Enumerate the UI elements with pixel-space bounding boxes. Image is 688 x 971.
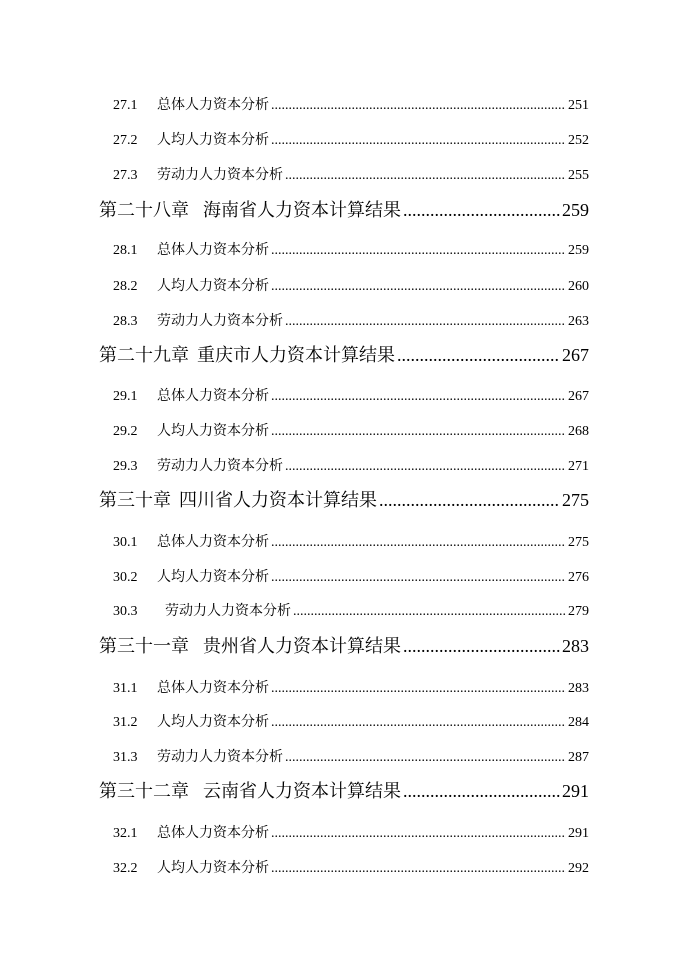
chapter-label: 第二十八章	[99, 200, 189, 221]
section-number: 30.3	[113, 604, 138, 619]
dot-leader	[285, 748, 566, 768]
dot-leader	[271, 277, 566, 297]
toc-section-entry[interactable]	[113, 165, 589, 185]
dot-leader	[271, 96, 566, 116]
toc-section-entry[interactable]	[113, 130, 589, 150]
page-number: 279	[568, 604, 589, 619]
dot-leader	[271, 387, 566, 407]
dot-leader	[403, 778, 560, 804]
page-number: 283	[562, 636, 589, 656]
chapter-label: 第三十二章	[99, 781, 189, 802]
section-title: 人均人力资本分析	[157, 569, 269, 585]
toc-section-entry[interactable]	[113, 456, 589, 476]
toc-section-entry[interactable]	[113, 386, 589, 406]
dot-leader	[379, 487, 560, 513]
chapter-title: 贵州省人力资本计算结果	[203, 636, 401, 657]
section-number: 31.3	[113, 750, 138, 765]
page-number: 259	[568, 243, 589, 258]
dot-leader	[403, 197, 560, 223]
page-number: 260	[568, 279, 589, 294]
toc-section-entry[interactable]	[113, 311, 589, 331]
section-title: 人均人力资本分析	[157, 132, 269, 148]
chapter-label: 第三十一章	[99, 636, 189, 657]
dot-leader	[271, 533, 566, 553]
toc-chapter-entry[interactable]	[99, 342, 589, 368]
dot-leader	[285, 312, 566, 332]
section-number: 28.3	[113, 314, 138, 329]
dot-leader	[285, 166, 566, 186]
section-title: 总体人力资本分析	[157, 680, 269, 696]
toc-section-entry[interactable]	[113, 678, 589, 698]
dot-leader	[271, 422, 566, 442]
toc-section-entry[interactable]	[113, 823, 589, 843]
dot-leader	[271, 824, 566, 844]
toc-section-entry[interactable]	[113, 240, 589, 260]
section-number: 28.1	[113, 243, 138, 258]
page-number: 291	[568, 826, 589, 841]
page-number: 284	[568, 715, 589, 730]
section-title: 人均人力资本分析	[157, 714, 269, 730]
section-title: 总体人力资本分析	[157, 825, 269, 841]
section-title: 劳动力人力资本分析	[157, 313, 283, 329]
dot-leader	[271, 568, 566, 588]
section-title: 劳动力人力资本分析	[157, 167, 283, 183]
chapter-title: 四川省人力资本计算结果	[179, 490, 377, 511]
dot-leader	[271, 131, 566, 151]
toc-section-entry[interactable]	[113, 421, 589, 441]
section-title: 劳动力人力资本分析	[157, 749, 283, 765]
toc-chapter-entry[interactable]	[99, 778, 589, 804]
section-number: 32.1	[113, 826, 138, 841]
chapter-title: 海南省人力资本计算结果	[203, 200, 401, 221]
page-number: 267	[568, 389, 589, 404]
page-number: 287	[568, 750, 589, 765]
page-number: 268	[568, 424, 589, 439]
page-number: 283	[568, 681, 589, 696]
page-number: 259	[562, 200, 589, 220]
toc-section-entry[interactable]	[113, 532, 589, 552]
toc-section-entry[interactable]	[113, 95, 589, 115]
section-number: 32.2	[113, 861, 138, 876]
section-number: 30.1	[113, 535, 138, 550]
dot-leader	[271, 859, 566, 879]
section-title: 总体人力资本分析	[157, 242, 269, 258]
section-title: 总体人力资本分析	[157, 534, 269, 550]
toc-chapter-entry[interactable]	[99, 633, 589, 659]
section-number: 29.2	[113, 424, 138, 439]
chapter-label: 第二十九章	[99, 345, 189, 366]
section-number: 31.2	[113, 715, 138, 730]
section-title: 人均人力资本分析	[157, 423, 269, 439]
section-title: 总体人力资本分析	[157, 97, 269, 113]
toc-section-entry[interactable]	[113, 601, 589, 621]
section-title: 劳动力人力资本分析	[157, 458, 283, 474]
page-number: 276	[568, 570, 589, 585]
section-number: 29.1	[113, 389, 138, 404]
dot-leader	[285, 457, 566, 477]
toc-section-entry[interactable]	[113, 276, 589, 296]
chapter-title: 重庆市人力资本计算结果	[197, 345, 395, 366]
dot-leader	[271, 679, 566, 699]
section-number: 27.1	[113, 98, 138, 113]
toc-section-entry[interactable]	[113, 567, 589, 587]
dot-leader	[293, 602, 566, 622]
page-number: 252	[568, 133, 589, 148]
page-number: 267	[562, 345, 589, 365]
section-title: 总体人力资本分析	[157, 388, 269, 404]
section-number: 27.3	[113, 168, 138, 183]
dot-leader	[271, 713, 566, 733]
toc-chapter-entry[interactable]	[99, 487, 589, 513]
chapter-title: 云南省人力资本计算结果	[203, 781, 401, 802]
section-number: 29.3	[113, 459, 138, 474]
section-title: 人均人力资本分析	[157, 860, 269, 876]
section-number: 30.2	[113, 570, 138, 585]
page-number: 275	[562, 490, 589, 510]
toc-section-entry[interactable]	[113, 858, 589, 878]
section-title: 劳动力人力资本分析	[165, 603, 291, 619]
page-number: 275	[568, 535, 589, 550]
page-number: 291	[562, 781, 589, 801]
page-number: 263	[568, 314, 589, 329]
section-title: 人均人力资本分析	[157, 278, 269, 294]
dot-leader	[403, 633, 560, 659]
toc-chapter-entry[interactable]	[99, 197, 589, 223]
page-number: 292	[568, 861, 589, 876]
section-number: 28.2	[113, 279, 138, 294]
dot-leader	[271, 241, 566, 261]
page-number: 255	[568, 168, 589, 183]
chapter-label: 第三十章	[99, 490, 171, 511]
section-number: 27.2	[113, 133, 138, 148]
section-number: 31.1	[113, 681, 138, 696]
dot-leader	[397, 342, 560, 368]
toc-section-entry[interactable]	[113, 712, 589, 732]
toc-section-entry[interactable]	[113, 747, 589, 767]
page-number: 271	[568, 459, 589, 474]
page-number: 251	[568, 98, 589, 113]
